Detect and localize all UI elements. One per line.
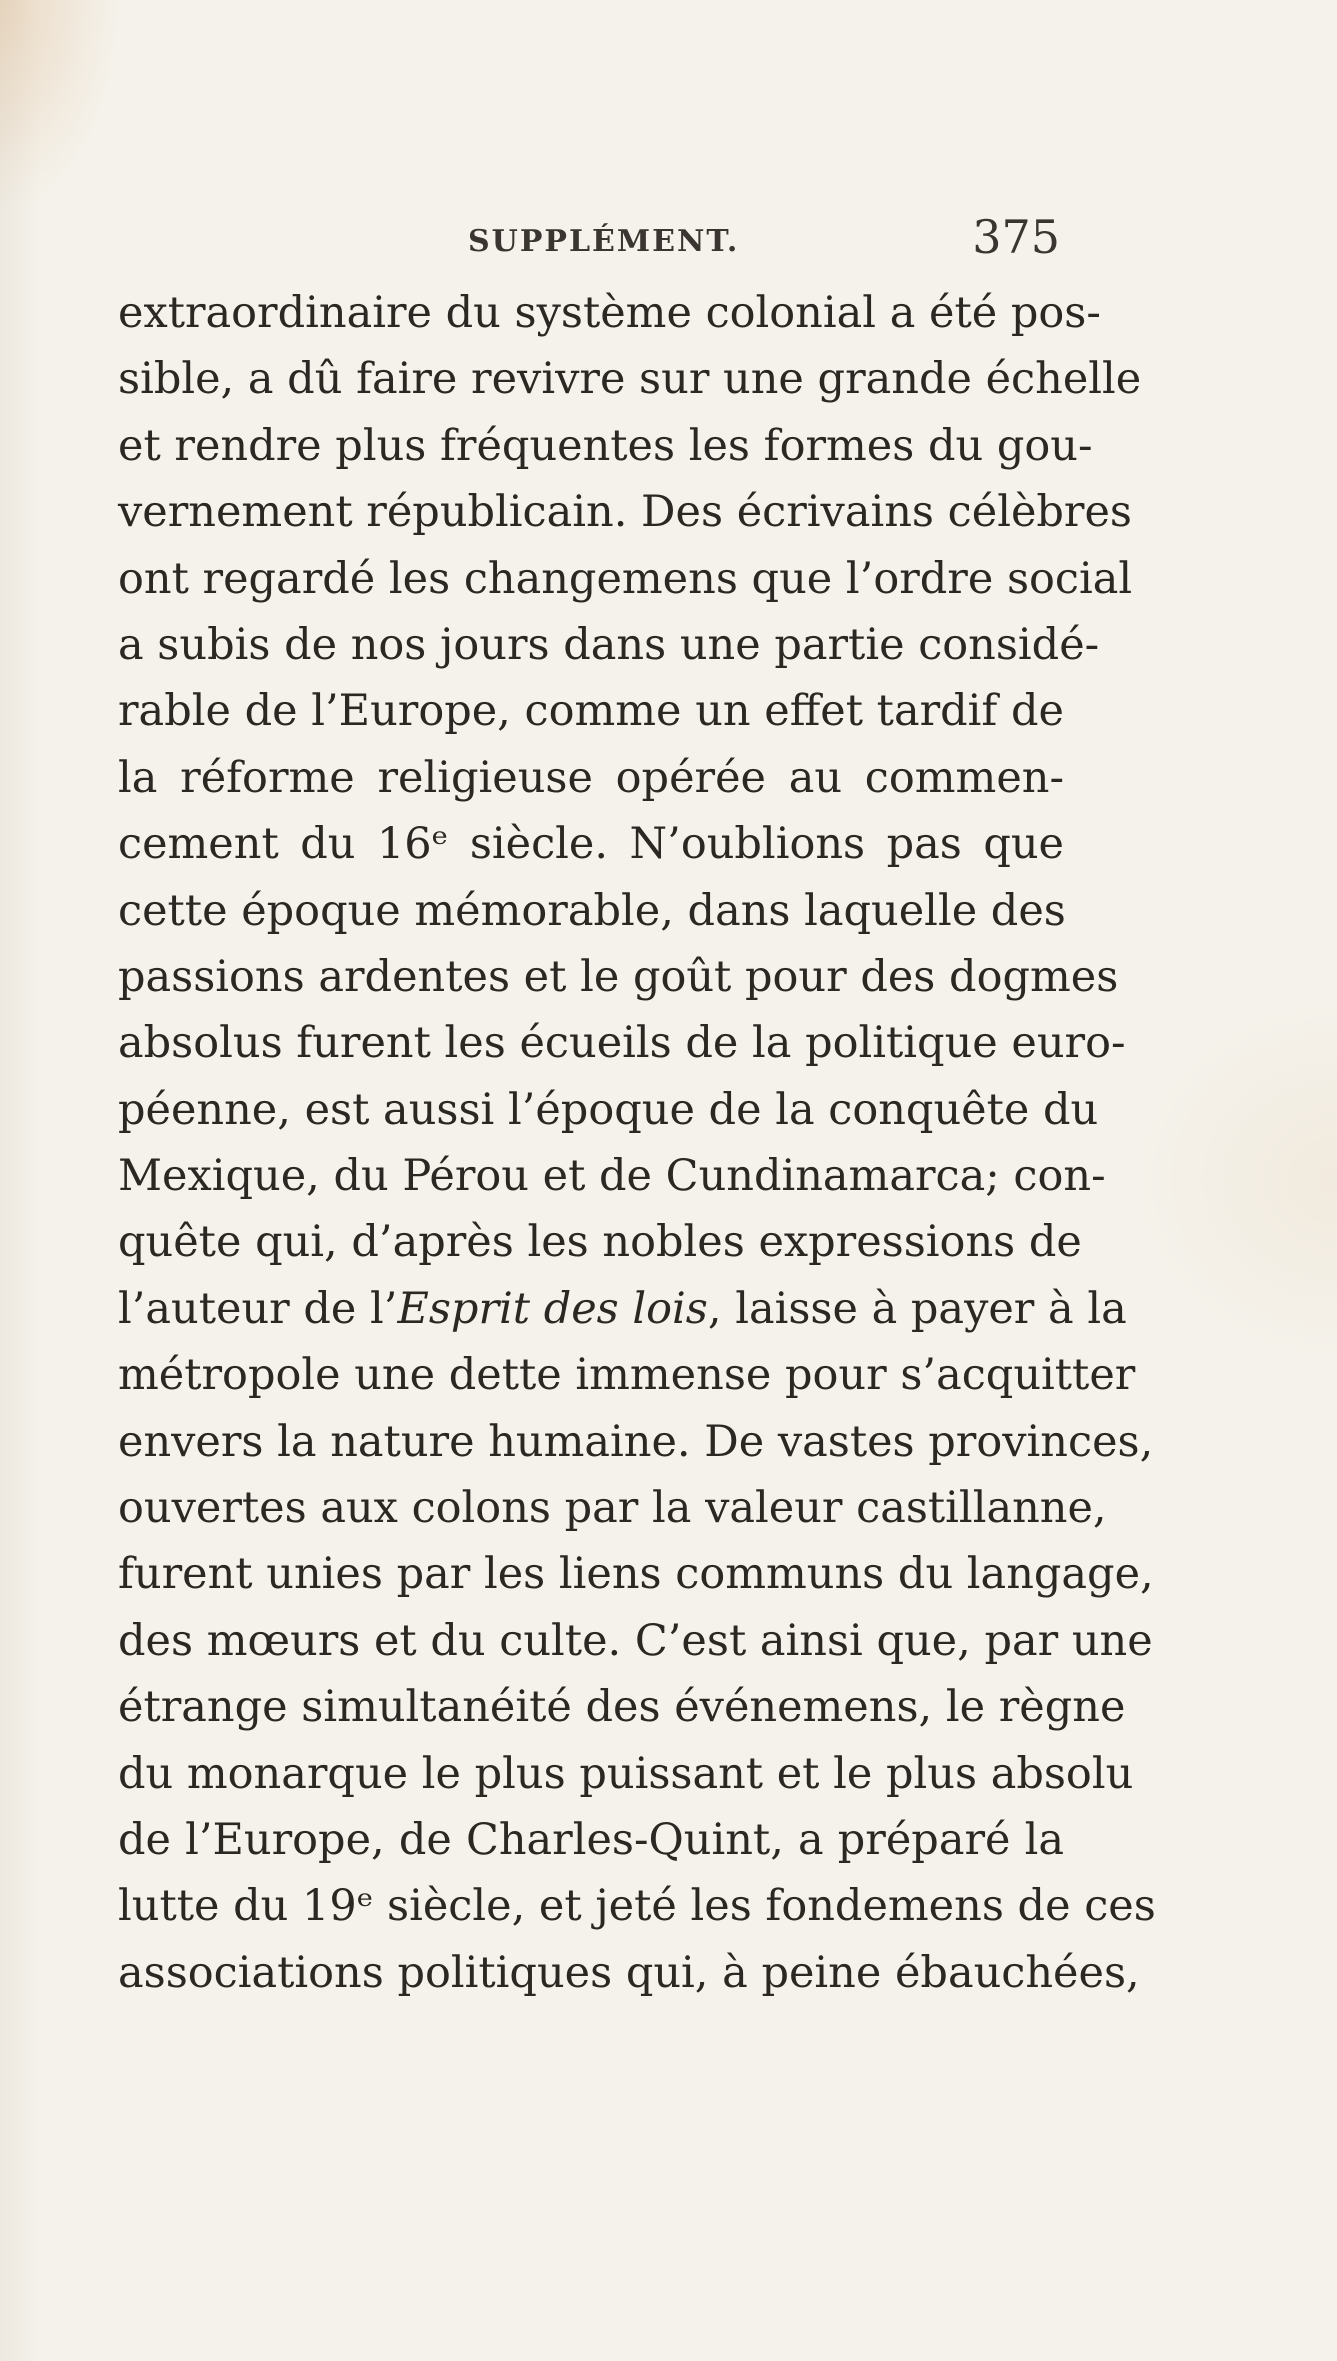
text-line: furent unies par les liens communs du langage, [118,1549,1154,1600]
text-line: envers la nature humaine. De vastes provinces, [118,1416,1154,1467]
text-line: quête qui, d’après les nobles expressions de [118,1217,1082,1268]
text-line: et rendre plus fréquentes les formes du gou- [118,420,1093,471]
text-line: étrange simultanéité des événemens, le règne [118,1682,1126,1733]
text-line: lutte du 19ᵉ siècle, et jeté les fondemens de ces [118,1881,1156,1932]
text-line: sible, a dû faire revivre sur une grande échelle [118,354,1142,405]
text-segment: l’auteur de l’ [118,1283,398,1334]
text-line: métropole une dette immense pour s’acquitter [118,1350,1136,1401]
text-line: associations politiques qui, à peine ébauchées, [118,1947,1140,1998]
text-line: ouvertes aux colons par la valeur castillanne, [118,1483,1107,1534]
text-line: cement du 16ᵉ siècle. N’oublions pas que [118,819,1064,870]
running-head [118,210,1064,280]
text-line: la réforme religieuse opérée au commen- [118,752,1064,803]
text-segment: , laisse à payer à la [707,1283,1127,1334]
text-line: ont regardé les changemens que l’ordre social [118,553,1133,604]
text-line: cette époque mémorable, dans laquelle des [118,885,1066,936]
text-line: rable de l’Europe, comme un effet tardif de [118,686,1064,737]
text-line: des mœurs et du culte. C’est ainsi que, par une [118,1615,1153,1666]
text-line: de l’Europe, de Charles-Quint, a préparé la [118,1814,1064,1865]
text-line: extraordinaire du système colonial a été pos- [118,288,1101,338]
body-text [118,280,1156,2006]
page-number: 375 [972,210,1060,264]
text-line: Mexique, du Pérou et de Cundinamarca; con- [118,1151,1106,1202]
text-line: absolus furent les écueils de la politique euro- [118,1018,1126,1069]
running-title: SUPPLÉMENT. [468,224,740,259]
text-line: péenne, est aussi l’époque de la conquête du [118,1084,1099,1135]
text-line-with-italic [118,1276,1127,1342]
text-line: vernement républicain. Des écrivains célèbres [118,487,1132,538]
text-line: a subis de nos jours dans une partie considé- [118,619,1100,670]
italic-title: Esprit des lois [397,1283,708,1334]
text-line: passions ardentes et le goût pour des dogmes [118,951,1119,1002]
text-line: du monarque le plus puissant et le plus absolu [118,1748,1134,1799]
book-page [118,210,1156,2006]
